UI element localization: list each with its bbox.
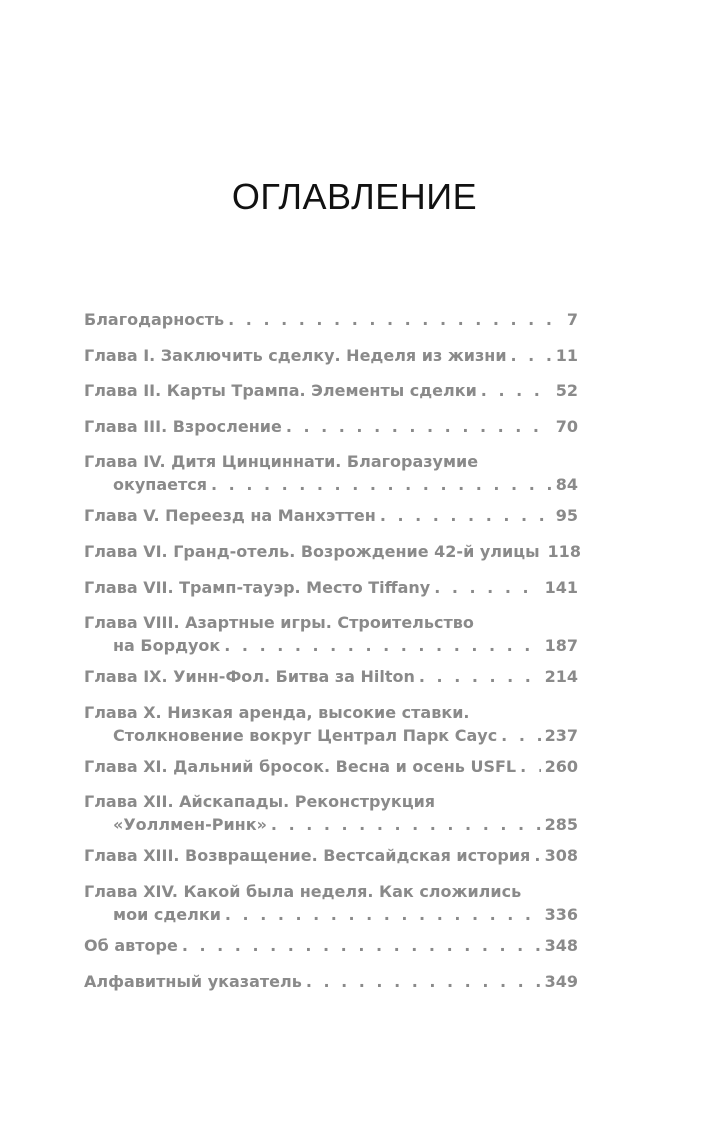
toc-page-number: 308 (544, 846, 578, 866)
dot-leader (520, 755, 540, 778)
dot-leader (501, 724, 540, 747)
table-of-contents (84, 308, 581, 1005)
page-title: ОГЛАВЛЕНИЕ (231, 176, 478, 217)
toc-entry[interactable] (84, 504, 578, 527)
toc-entry[interactable] (84, 450, 578, 496)
toc-page-number: 52 (555, 381, 578, 401)
dot-leader (380, 504, 552, 527)
toc-entry[interactable] (84, 790, 578, 836)
toc-page-number: 95 (555, 506, 578, 526)
toc-entry-title: Глава IX. Уинн-Фол. Битва за Hilton (84, 667, 415, 687)
toc-page-number: 141 (544, 577, 578, 597)
toc-entry-title-continuation: Столкновение вокруг Централ Парк Саус (113, 725, 498, 745)
toc-entry-title-continuation: окупается (113, 475, 208, 495)
toc-entry[interactable] (84, 308, 578, 331)
toc-entry[interactable] (84, 576, 578, 599)
toc-entry[interactable] (84, 540, 581, 563)
dot-leader (434, 576, 540, 599)
toc-entry-title: Глава XII. Айскапады. Реконструкция (84, 792, 436, 812)
toc-entry-title: Глава XI. Дальний бросок. Весна и осень USFL (84, 756, 517, 776)
dot-leader (211, 473, 552, 496)
dot-leader (511, 344, 552, 367)
dot-leader (286, 415, 552, 438)
toc-page-number: 118 (547, 541, 581, 561)
toc-entry[interactable] (84, 665, 578, 688)
toc-entry-title-continuation: мои сделки (113, 904, 221, 924)
toc-page-number: 260 (544, 756, 578, 776)
dot-leader (306, 970, 541, 993)
toc-entry-title: Глава IV. Дитя Цинциннати. Благоразумие (84, 452, 479, 472)
toc-entry-title: Глава VII. Трамп-тауэр. Место Tiffany (84, 577, 431, 597)
toc-page-number: 336 (544, 904, 578, 924)
toc-entry-title: Об авторе (84, 935, 178, 955)
toc-entry-title-continuation: на Бордуок (113, 636, 221, 656)
toc-entry[interactable] (84, 844, 578, 867)
toc-page-number: 70 (555, 416, 578, 436)
toc-entry[interactable] (84, 415, 578, 438)
toc-page-number: 214 (544, 667, 578, 687)
toc-entry[interactable] (84, 611, 578, 657)
toc-entry[interactable] (84, 934, 578, 957)
toc-page-number: 84 (555, 475, 578, 495)
dot-leader (419, 665, 541, 688)
toc-entry-title: Глава VI. Гранд-отель. Возрождение 42-й улицы (84, 541, 540, 561)
toc-entry-title: Глава III. Взросление (84, 416, 282, 436)
toc-page-number: 237 (544, 725, 578, 745)
toc-entry[interactable] (84, 701, 578, 747)
toc-entry[interactable] (84, 344, 578, 367)
toc-entry-title: Глава VIII. Азартные игры. Строительство (84, 613, 474, 633)
toc-entry-title: Глава XIV. Какой была неделя. Как сложились (84, 881, 522, 901)
dot-leader (481, 379, 552, 402)
toc-entry-title: Глава V. Переезд на Манхэттен (84, 506, 376, 526)
toc-entry-title: Благодарность (84, 310, 225, 329)
dot-leader (271, 813, 541, 836)
toc-page-number: 285 (544, 815, 578, 835)
toc-entry[interactable] (84, 880, 578, 926)
toc-page-number: 7 (566, 310, 578, 329)
dot-leader (534, 844, 540, 867)
dot-leader (182, 934, 541, 957)
toc-entry-title: Глава X. Низкая аренда, высокие ставки. (84, 702, 470, 722)
toc-page-number: 11 (555, 345, 578, 365)
toc-entry[interactable] (84, 755, 578, 778)
toc-entry-title: Глава II. Карты Трампа. Элементы сделки (84, 381, 477, 401)
toc-entry[interactable] (84, 379, 578, 402)
toc-entry-title: Глава XIII. Возвращение. Вестсайдская история (84, 846, 531, 866)
toc-page-number: 348 (544, 935, 578, 955)
toc-entry[interactable] (84, 970, 578, 993)
dot-leader (228, 308, 563, 331)
dot-leader (225, 903, 541, 926)
toc-entry-title: Глава I. Заключить сделку. Неделя из жизни (84, 345, 507, 365)
toc-page-number: 187 (544, 636, 578, 656)
dot-leader (224, 634, 540, 657)
toc-entry-title: Алфавитный указатель (84, 971, 302, 991)
toc-page-number: 349 (544, 971, 578, 991)
toc-entry-title-continuation: «Уоллмен-Ринк» (113, 815, 267, 835)
